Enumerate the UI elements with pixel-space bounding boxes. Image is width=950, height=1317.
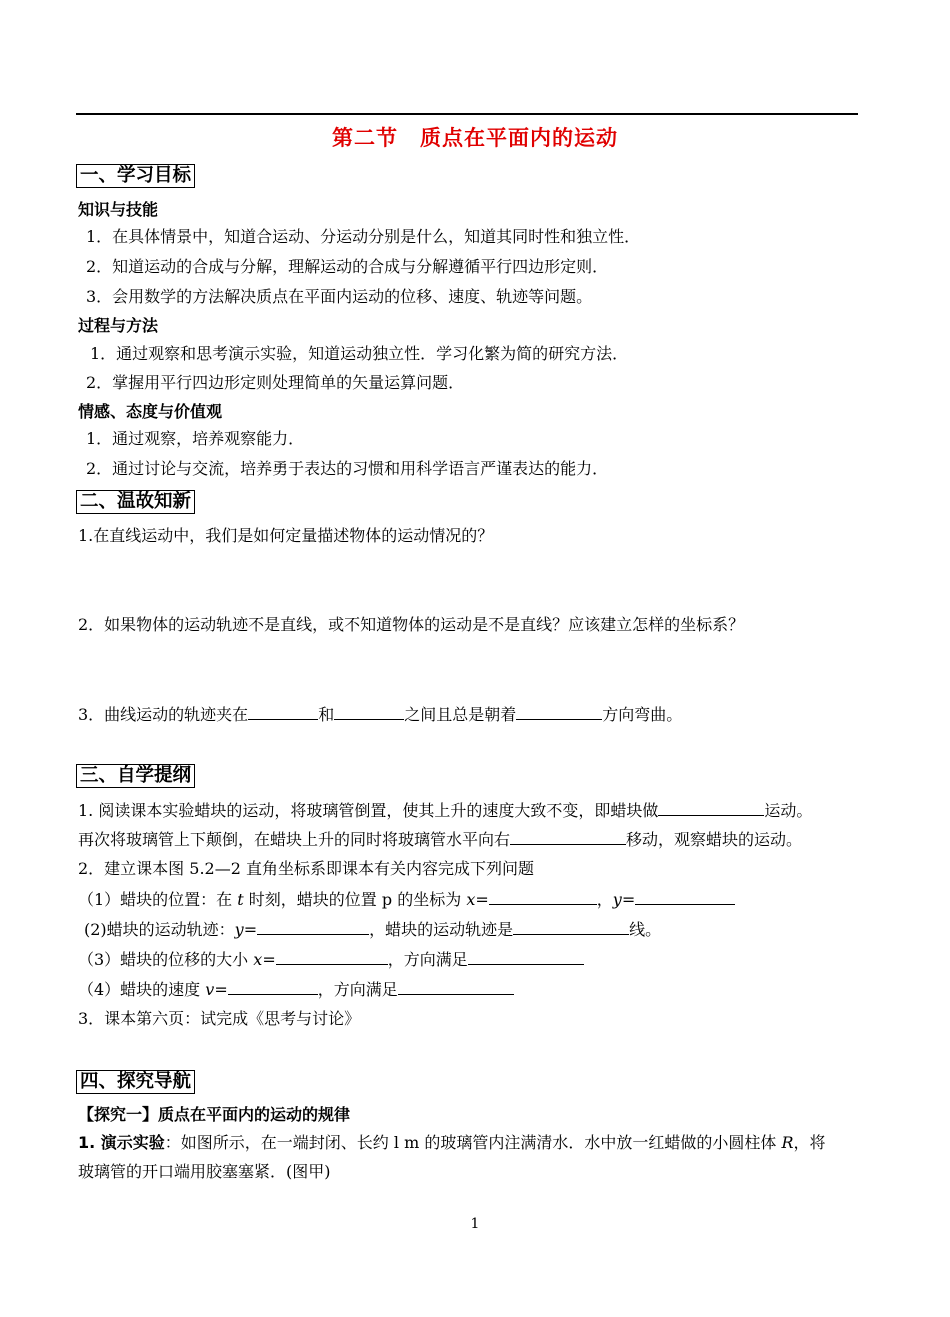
fill-blank[interactable] — [228, 978, 318, 995]
header-rule — [76, 113, 858, 115]
review-question-1: 1.在直线运动中，我们是如何定量描述物体的运动情况的？ — [78, 526, 494, 545]
page-title: 第二节 质点在平面内的运动 — [332, 126, 618, 150]
outline-line-6 — [78, 948, 584, 971]
outline-text: 再次将玻璃管上下颠倒，在蜡块上升的同时将玻璃管水平向右 — [78, 830, 511, 849]
outline-text: （3）蜡块的位移的大小 — [78, 950, 254, 969]
outline-text: ，方向满足 — [317, 980, 398, 999]
fill-blank[interactable] — [635, 888, 735, 905]
page-number: 1 — [470, 1216, 480, 1232]
variable-x: x — [466, 890, 476, 909]
outline-text: 运动。 — [764, 801, 813, 820]
variable-y: y — [612, 890, 622, 909]
outline-line-2 — [78, 828, 802, 851]
review-question-2: 2．如果物体的运动轨迹不是直线，或不知道物体的运动是不是直线？应该建立怎样的坐标系？ — [78, 615, 745, 634]
section-heading-goals: 一、学习目标 — [76, 164, 195, 188]
subheading-emotion: 情感、态度与价值观 — [78, 402, 223, 421]
subheading-knowledge: 知识与技能 — [78, 200, 159, 219]
outline-text: （1）蜡块的位置：在 — [78, 890, 238, 909]
variable-r: R — [781, 1133, 794, 1152]
q3-text-c: 之间且总是朝着 — [404, 705, 517, 724]
section-heading-explore: 四、探究导航 — [76, 1070, 195, 1094]
review-question-3 — [78, 703, 682, 726]
outline-line-5 — [84, 918, 661, 941]
outline-text: 时刻，蜡块的位置 p 的坐标为 — [243, 890, 467, 909]
outline-text: 移动，观察蜡块的运动。 — [626, 830, 803, 849]
demo-text: ，将 — [793, 1133, 826, 1152]
goal-knowledge-2: 2．知道运动的合成与分解，理解运动的合成与分解遵循平行四边形定则． — [86, 257, 609, 276]
variable-y: y — [234, 920, 244, 939]
outline-text: = — [214, 980, 228, 999]
demo-line-2: 玻璃管的开口端用胶塞塞紧．(图甲) — [78, 1162, 331, 1181]
outline-text: （4）蜡块的速度 — [78, 980, 206, 999]
outline-line-4 — [78, 888, 735, 911]
q3-text-d: 方向弯曲。 — [602, 705, 683, 724]
outline-text: ， — [596, 890, 613, 909]
outline-text: = — [262, 950, 276, 969]
goal-process-1: 1．通过观察和思考演示实验，知道运动独立性．学习化繁为简的研究方法． — [90, 344, 629, 363]
outline-line-8: 3．课本第六页：试完成《思考与讨论》 — [78, 1009, 361, 1028]
outline-line-1 — [78, 799, 812, 822]
outline-text: = — [475, 890, 489, 909]
explore-heading-1: 【探究一】质点在平面内的运动的规律 — [78, 1105, 351, 1124]
fill-blank[interactable] — [513, 918, 629, 935]
fill-blank[interactable] — [510, 828, 626, 845]
q3-text-a: 3．曲线运动的轨迹夹在 — [78, 705, 249, 724]
fill-blank[interactable] — [257, 918, 369, 935]
outline-text: ，方向满足 — [387, 950, 468, 969]
outline-text: 1. 阅读课本实验蜡块的运动，将玻璃管倒置，使其上升的速度大致不变，即蜡块做 — [78, 801, 659, 820]
demo-text: ：如图所示，在一端封闭、长约 l m 的玻璃管内注满清水．水中放一红蜡做的小圆柱体 — [164, 1133, 782, 1152]
fill-blank[interactable] — [489, 888, 597, 905]
fill-blank[interactable] — [468, 948, 584, 965]
fill-blank[interactable] — [658, 799, 764, 816]
outline-text: = — [243, 920, 258, 939]
fill-blank[interactable] — [334, 703, 404, 720]
variable-x: x — [253, 950, 263, 969]
variable-v: v — [205, 980, 215, 999]
fill-blank[interactable] — [276, 948, 388, 965]
outline-text: 线。 — [629, 920, 662, 939]
outline-line-7 — [78, 978, 514, 1001]
outline-text: ，蜡块的运动轨迹是 — [369, 920, 514, 939]
goal-emotion-1: 1．通过观察，培养观察能力． — [86, 429, 305, 448]
goal-process-2: 2．掌握用平行四边形定则处理简单的矢量运算问题． — [86, 373, 465, 392]
section-heading-outline: 三、自学提纲 — [76, 764, 195, 788]
demo-label: 1. 演示实验 — [78, 1133, 165, 1152]
outline-text: = — [621, 890, 636, 909]
fill-blank[interactable] — [516, 703, 602, 720]
q3-text-b: 和 — [318, 705, 335, 724]
outline-text: (2)蜡块的运动轨迹： — [84, 920, 235, 939]
variable-t: t — [237, 890, 244, 909]
demo-line-1 — [78, 1132, 826, 1154]
outline-line-3: 2．建立课本图 5.2—2 直角坐标系即课本有关内容完成下列问题 — [78, 859, 534, 878]
subheading-process: 过程与方法 — [78, 316, 159, 335]
fill-blank[interactable] — [398, 978, 514, 995]
goal-emotion-2: 2．通过讨论与交流，培养勇于表达的习惯和用科学语言严谨表达的能力． — [86, 459, 609, 478]
goal-knowledge-3: 3．会用数学的方法解决质点在平面内运动的位移、速度、轨迹等问题。 — [86, 287, 593, 306]
fill-blank[interactable] — [248, 703, 318, 720]
section-heading-review: 二、温故知新 — [76, 490, 195, 514]
goal-knowledge-1: 1．在具体情景中，知道合运动、分运动分别是什么，知道其同时性和独立性． — [86, 227, 641, 246]
